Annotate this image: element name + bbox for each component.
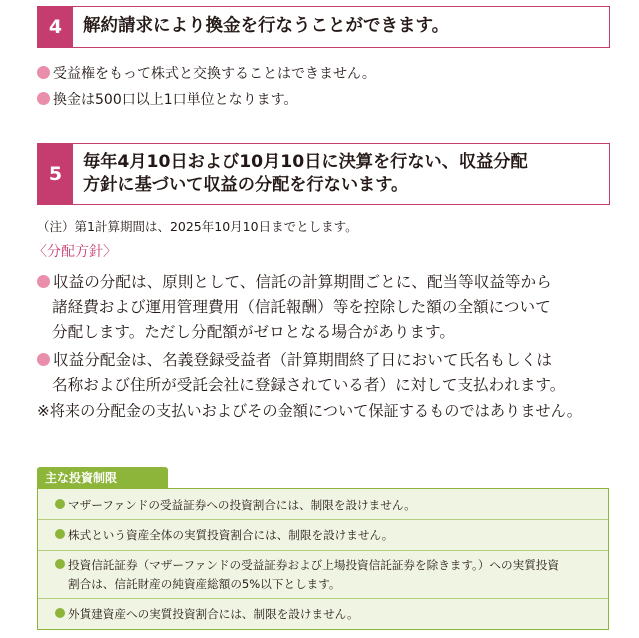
green-bullet-icon xyxy=(55,559,65,569)
pink-bullet-icon xyxy=(37,353,50,366)
green-bullet-icon xyxy=(55,529,65,539)
section-4-number: 4 xyxy=(38,7,73,47)
section-5-title xyxy=(73,144,528,204)
policy-item-1-line-2: 諸経費および運用管理費用（信託報酬）等を控除した額の全額について xyxy=(52,298,551,316)
section-5-note: （注）第1計算期間は、2025年10月10日までとします。 xyxy=(37,219,358,234)
section-5-header xyxy=(37,143,610,205)
restrictions-box xyxy=(37,488,609,630)
policy-item-1-line-1: 収益の分配は、原則として、信託の計算期間ごとに、配当等収益等から xyxy=(37,270,552,292)
restriction-item-2: 株式という資産全体の実質投資割合には、制限を設けません。 xyxy=(38,520,608,551)
restriction-item-3: 投資信託証券（マザーファンドの受益証券および上場投資信託証券を除きます。）への実質投資 割合は、信託財産の純資産総額の5%以下とします。 xyxy=(38,551,608,599)
pink-bullet-icon xyxy=(37,66,50,79)
green-bullet-icon xyxy=(55,499,65,509)
policy-item-2-line-2: 名称および住所が受託会社に登録されている者）に対して支払われます。 xyxy=(52,376,566,394)
section-5-title-line-2: 方針に基づいて収益の分配を行ないます。 xyxy=(83,175,409,195)
section-4-title: 解約請求により換金を行なうことができます。 xyxy=(83,16,450,37)
restrictions-heading: 主な投資制限 xyxy=(37,467,168,488)
restriction-item-1: マザーファンドの受益証券への投資割合には、制限を設けません。 xyxy=(38,489,608,520)
policy-item-1-line-3: 分配します。ただし分配額がゼロとなる場合があります。 xyxy=(52,323,455,341)
pink-bullet-icon xyxy=(37,275,50,288)
section-4-bullet-1: 受益権をもって株式と交換することはできません。 xyxy=(37,63,376,83)
restriction-item-4: 外貨建資産への実質投資割合には、制限を設けません。 xyxy=(38,599,608,629)
section-4-bullet-2: 換金は500口以上1口単位となります。 xyxy=(37,89,298,109)
disclaimer: ※将来の分配金の支払いおよびその金額について保証するものではありません。 xyxy=(37,402,582,420)
pink-bullet-icon xyxy=(37,92,50,105)
section-5-title-line-1: 毎年4月10日および10月10日に決算を行ない、収益分配 xyxy=(83,151,528,172)
green-bullet-icon xyxy=(55,608,65,618)
policy-heading: 〈分配方針〉 xyxy=(33,244,117,260)
section-4-header xyxy=(37,6,610,48)
section-5-number: 5 xyxy=(38,144,73,204)
policy-item-2-line-1: 収益分配金は、名義登録受益者（計算期間終了日において氏名もしくは xyxy=(37,348,552,370)
